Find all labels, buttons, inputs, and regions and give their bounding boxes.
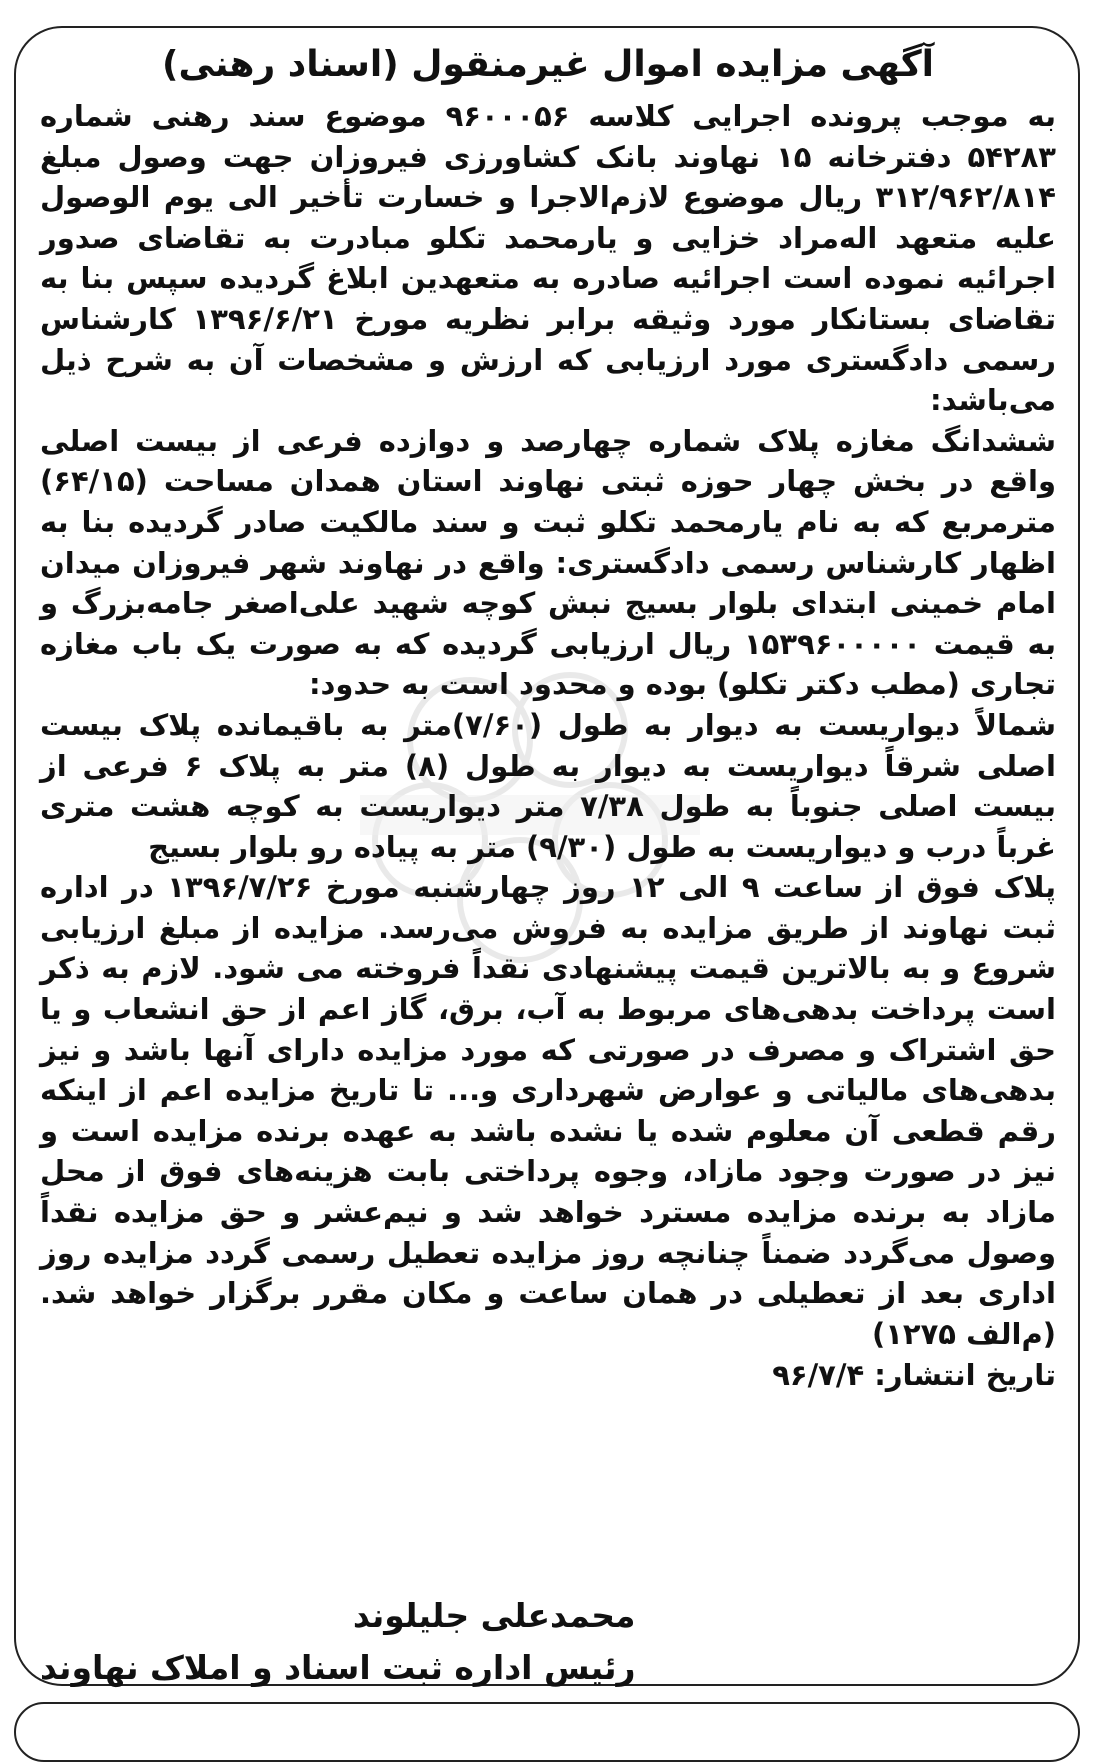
- notice-body: [40, 96, 1056, 1354]
- body-paragraph: به موجب پرونده اجرایی کلاسه ۹۶۰۰۰۵۶ موضوع سند رهنی شماره ۵۴۲۸۳ دفترخانه ۱۵ نهاوند بانک کشاورزی فیروزان جهت وصول مبلغ ۳۱۲/۹۶۲/۸۱۴ ریال موضوع لازم‌الاجرا و خسارت تأخیر الی یوم الوصول علیه متعهد اله‌مراد خزایی و یارمحمد تکلو مبادرت به تقاضای صدور اجرائیه نموده است اجرائیه صادره به متعهدین ابلاغ گردیده سپس بنا به تقاضای بستانکار مورد وثیقه برابر نظریه مورخ ۱۳۹۶/۶/۲۱ کارشناس رسمی دادگستری مورد ارزیابی که ارزش و مشخصات آن به شرح ذیل می‌باشد:: [40, 99, 1057, 418]
- publish-date: تاریخ انتشار: ۹۶/۷/۴: [772, 1358, 1056, 1393]
- signer-name: محمدعلی جلیلوند: [352, 1596, 636, 1635]
- body-paragraph: ششدانگ مغازه پلاک شماره چهارصد و دوازده فرعی از بیست اصلی واقع در بخش چهار حوزه ثبتی نهاوند استان همدان مساحت (۶۴/۱۵) مترمربع که به نام یارمحمد تکلو ثبت و سند مالکیت صادر گردیده بنا به اظهار کارشناس رسمی دادگستری: واقع در نهاوند شهر فیروزان میدان امام خمینی ابتدای بلوار بسیج نبش کوچه شهید علی‌اصغر جامه‌بزرگ و به قیمت ۱۵۳۹۶۰۰۰۰۰ ریال ارزیابی گردیده که به صورت یک باب مغازه تجاری (مطب دکتر تکلو) بوده و محدود است به حدود:: [40, 423, 1056, 702]
- signer-title: رئیس اداره ثبت اسناد و املاک نهاوند: [40, 1648, 636, 1687]
- body-paragraph: پلاک فوق از ساعت ۹ الی ۱۲ روز چهارشنبه مورخ ۱۳۹۶/۷/۲۶ در اداره ثبت نهاوند از طریق مزایده به فروش می‌رسد. مزایده از مبلغ ارزیابی شروع و به بالاترین قیمت پیشنهادی نقداً فروخته می شود. لازم به ذکر است پرداخت بدهی‌های مربوط به آب، برق، گاز اعم از حق انشعاب و یا حق اشتراک و مصرف در صورتی که مورد مزایده دارای آنها باشد و نیز بدهی‌های مالیاتی و عوارض شهرداری و... تا تاریخ مزایده اعم از اینکه رقم قطعی آن معلوم شده یا نشده باشد به عهده برنده مزایده است و نیز در صورت وجود مازاد، وجوه پرداختی بابت هزینه‌های فوق از محل مازاد به برنده مزایده مسترد خواهد شد و نیم‌عشر و حق مزایده نقداً وصول می‌گردد ضمناً چنانچه روز مزایده تعطیل رسمی گردد مزایده روز اداری بعد از تعطیلی در همان ساعت و مکان مقرر برگزار خواهد شد.(م‌الف ۱۲۷۵): [40, 870, 1056, 1351]
- notice-content: [40, 40, 1056, 1396]
- next-notice-frame: [14, 1702, 1080, 1762]
- notice-title: آگهی مزایده اموال غیرمنقول (اسناد رهنی): [161, 44, 934, 85]
- body-paragraph: شمالاً دیواریست به دیوار به طول (۷/۶۰)متر به باقیمانده پلاک بیست اصلی شرقاً دیواریست به دیوار به طول (۸) متر به پلاک ۶ فرعی از بیست اصلی جنوباً به طول ۷/۳۸ متر دیواریست به کوچه هشت متری غرباً درب و دیواریست به طول (۹/۳۰) متر به پیاده رو بلوار بسیج: [40, 707, 1056, 864]
- signature-block: [40, 1592, 635, 1692]
